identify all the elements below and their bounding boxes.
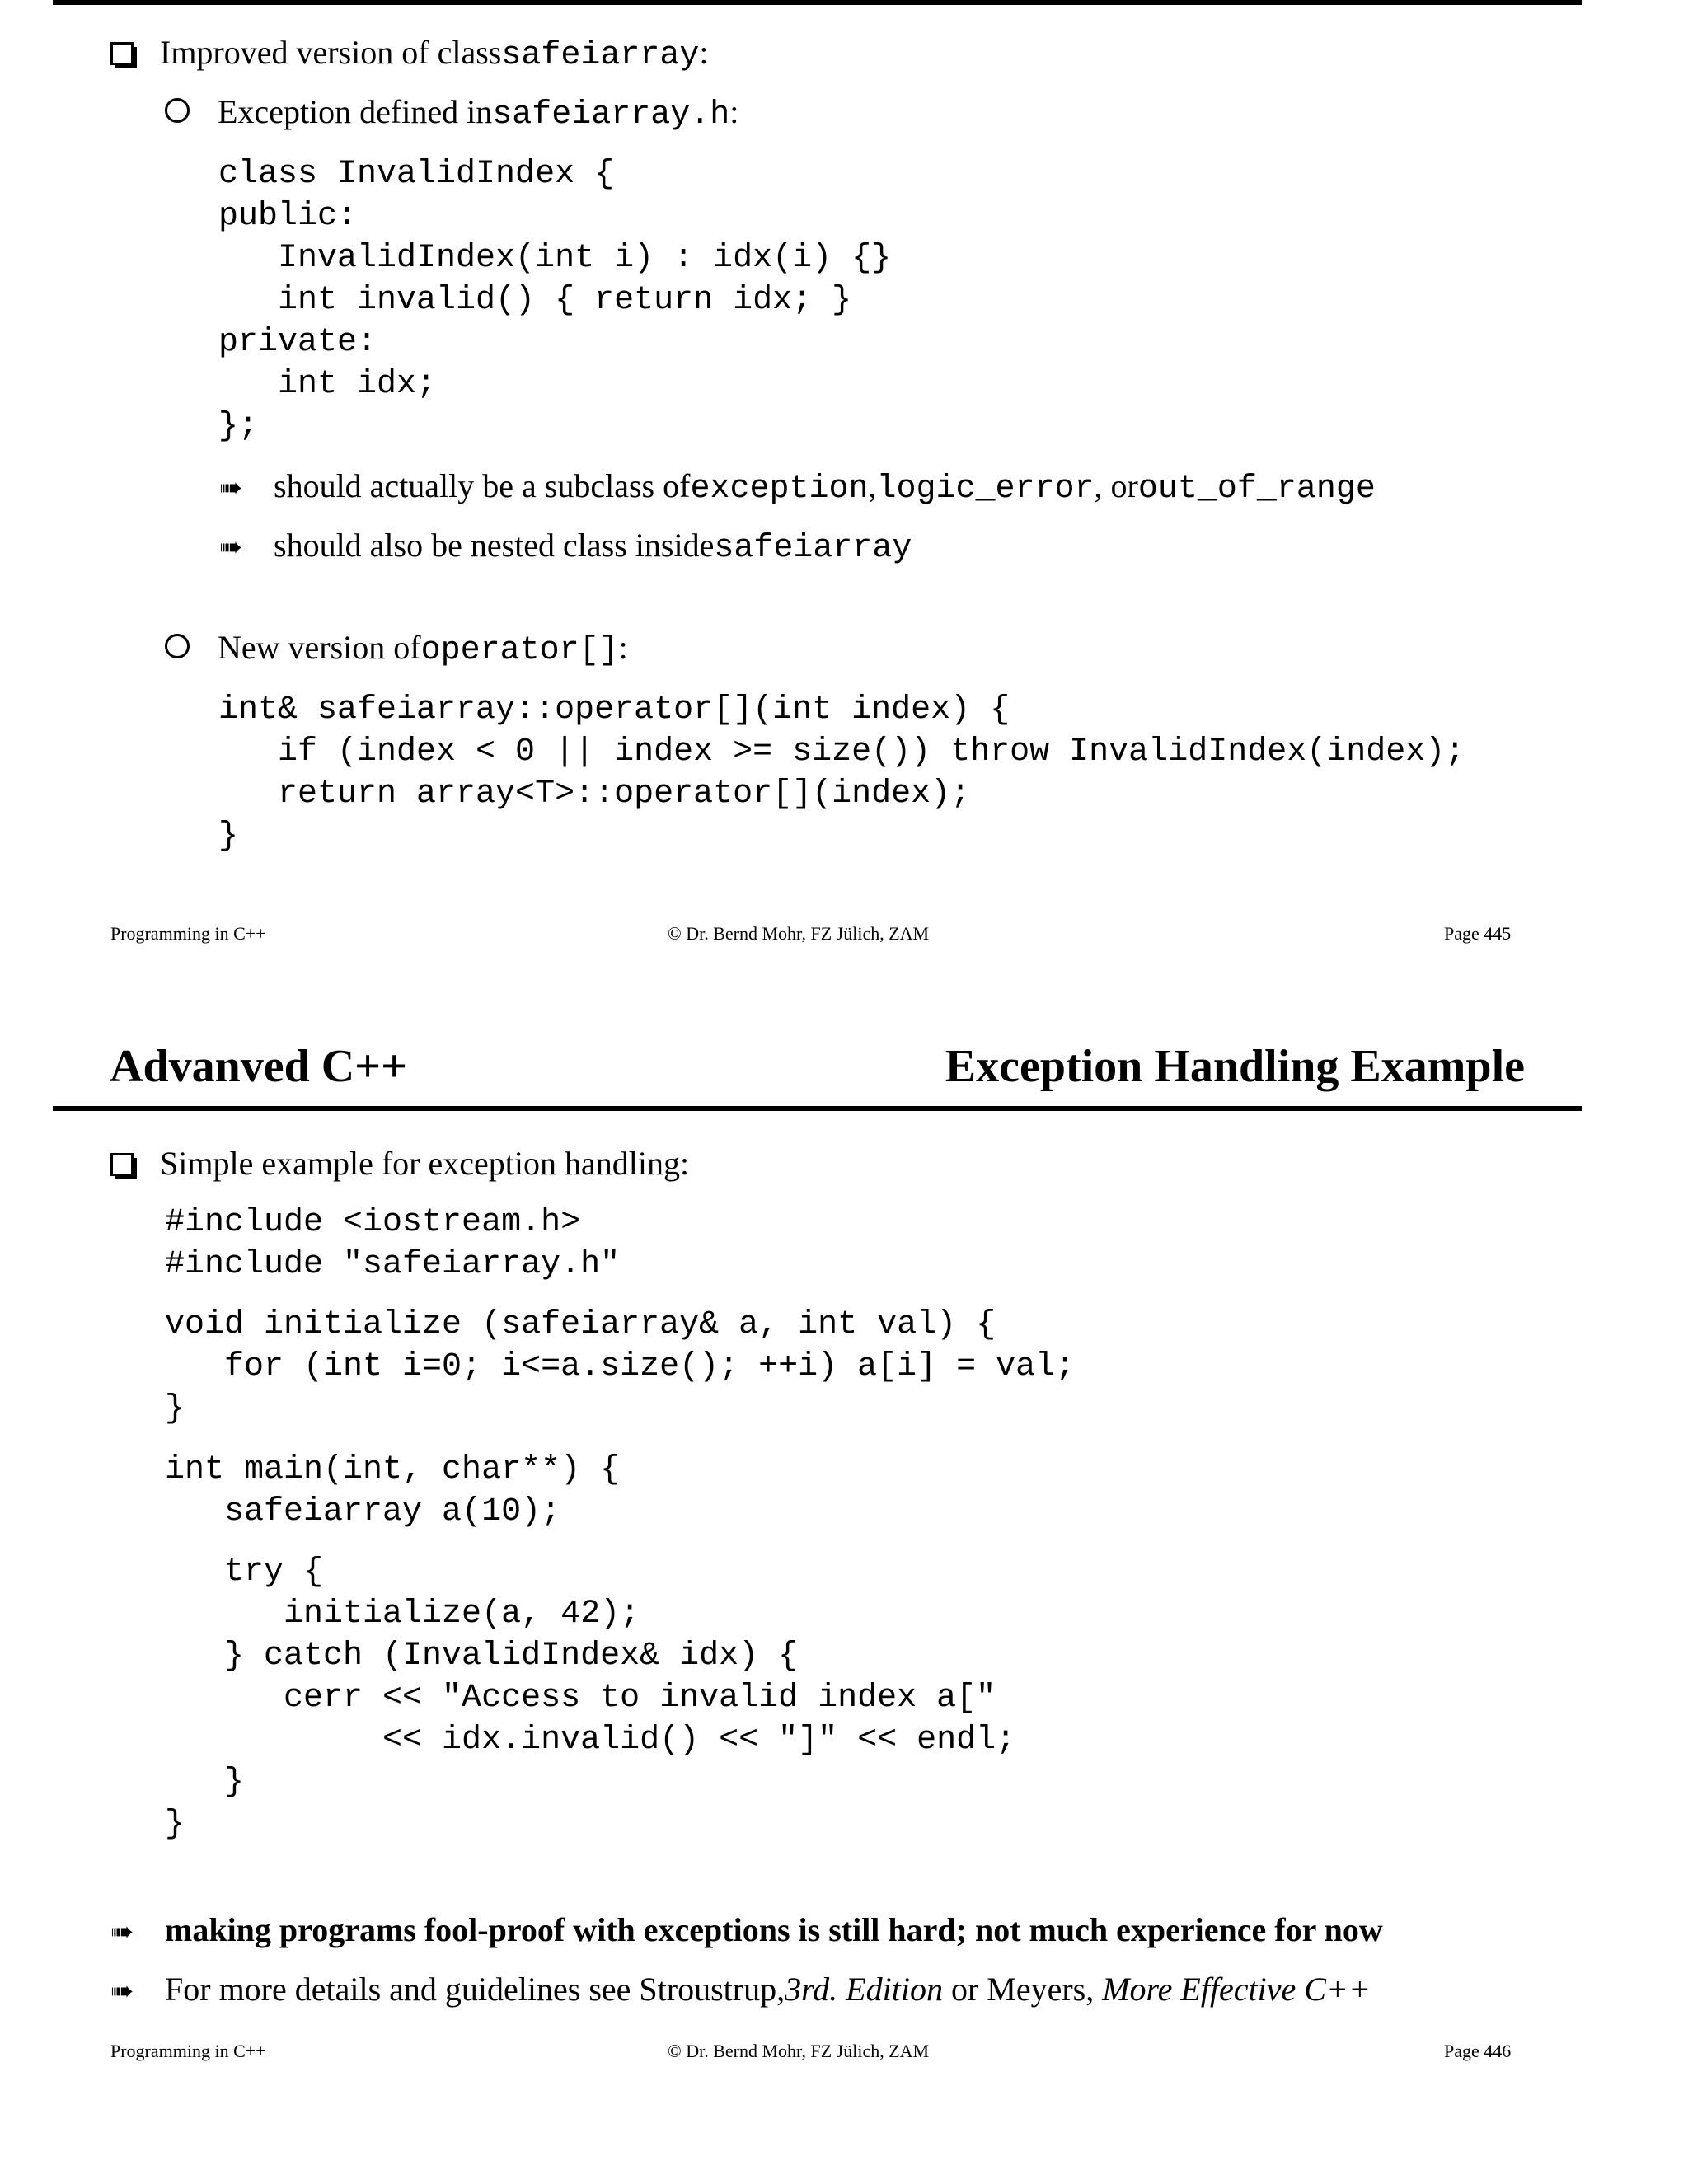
circle-bullet-icon — [165, 98, 190, 123]
footer-center: © Dr. Bernd Mohr, FZ Jülich, ZAM — [668, 2041, 930, 2061]
bullet-improved-version: Improved version of class safeiarray : — [110, 33, 709, 74]
footer-left: Programming in C++ — [110, 923, 266, 944]
header-rule — [53, 1106, 1582, 1111]
code-try-catch: try { initialize(a, 42); } catch (InvalidIndex& idx) { cerr << "Access to invalid index a[" << idx.invalid() << "]" << endl; } } — [165, 1554, 1016, 1843]
note-more-details: ➠ For more details and guidelines see Stroustrup, 3rd. Edition or Meyers, More Effective C++ — [110, 1971, 1371, 2008]
note-fool-proof: ➠ making programs fool-proof with exceptions is still hard; not much experience for now — [110, 1911, 1383, 1948]
checkbox-bullet-icon — [110, 42, 134, 65]
circle-bullet-icon — [165, 634, 190, 658]
arrow-bullet-icon: ➠ — [110, 1915, 134, 1948]
sub-bullet-new-version: New version of operator[] : — [165, 628, 628, 669]
checkbox-bullet-icon — [110, 1153, 134, 1176]
arrow-bullet-icon: ➠ — [219, 471, 243, 504]
code-main-start: int main(int, char**) { safeiarray a(10); — [165, 1451, 621, 1530]
code-operator-brackets: int& safeiarray::operator[](int index) { if (index < 0 || index >= size()) throw InvalidIndex(index); return array<T>::operator[](index); } — [218, 691, 1465, 855]
footer-left: Programming in C++ — [110, 2041, 266, 2061]
footer-page-number: Page 445 — [1444, 923, 1512, 944]
note-nested-class: ➠ should also be nested class inside safeiarray — [219, 527, 912, 567]
arrow-bullet-icon: ➠ — [219, 531, 243, 564]
top-rule — [53, 0, 1582, 5]
code-initialize-function: void initialize (safeiarray& a, int val) { for (int i=0; i<=a.size(); ++i) a[i] = val; } — [165, 1306, 1076, 1427]
page-header-left: Advanved C++ — [110, 1041, 407, 1092]
sub-bullet-exception-defined: Exception defined in safeiarray.h : — [165, 92, 738, 134]
footer-center: © Dr. Bernd Mohr, FZ Jülich, ZAM — [668, 923, 930, 944]
page-header-title: Exception Handling Example — [945, 1041, 1525, 1092]
code-invalidindex-class: class InvalidIndex { public: InvalidIndex(int i) : idx(i) {} int invalid() { return idx; } private: int idx; }; — [218, 156, 892, 445]
note-subclass: ➠ should actually be a subclass of exception , logic_error , or out_of_range — [219, 467, 1376, 508]
footer-page-number: Page 446 — [1444, 2041, 1512, 2061]
code-includes: #include <iostream.h> #include "safeiarray.h" — [165, 1204, 621, 1283]
arrow-bullet-icon: ➠ — [110, 1975, 134, 2008]
bullet-simple-example: Simple example for exception handling: — [110, 1144, 689, 1183]
